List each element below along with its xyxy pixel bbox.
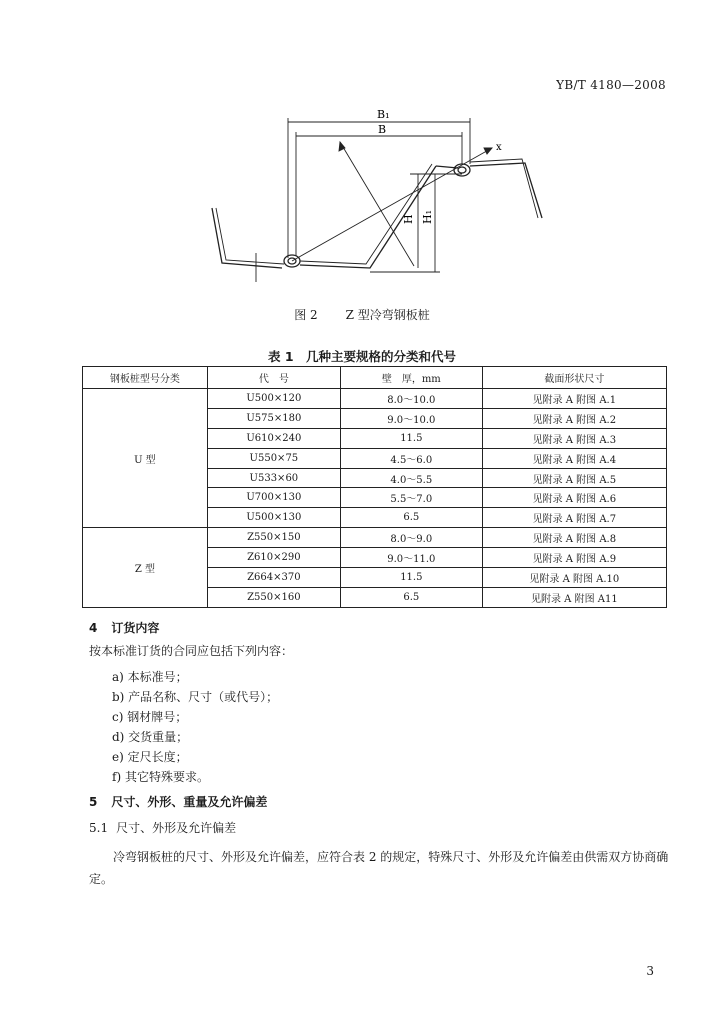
code-cell: U500×120: [207, 389, 340, 409]
table-header-row: [83, 367, 667, 389]
section-5-title: 尺寸、外形、重量及允许偏差: [111, 795, 268, 809]
section-cell: 见附录 A 附图 A.7: [482, 508, 666, 528]
section-cell: 见附录 A 附图 A.1: [482, 389, 666, 409]
table-row: [83, 389, 667, 409]
col-header-thickness: 壁 厚，mm: [340, 367, 482, 389]
figure-caption: [0, 306, 724, 323]
thickness-cell: 5.5～7.0: [340, 488, 482, 508]
label-h: H: [402, 214, 415, 224]
pile-right-flange: [470, 163, 542, 218]
page-number: 3: [646, 964, 654, 978]
code-cell: U533×60: [207, 468, 340, 488]
section-cell: 见附录 A 附图 A.2: [482, 408, 666, 428]
code-cell: U575×180: [207, 408, 340, 428]
section-cell: 见附录 A 附图 A.8: [482, 528, 666, 548]
code-cell: U550×75: [207, 448, 340, 468]
table-title: 表 1 几种主要规格的分类和代号: [267, 349, 457, 364]
figure-caption-text: Z 型冷弯钢板桩: [345, 308, 430, 322]
code-cell: U610×240: [207, 428, 340, 448]
type-cell-u: U 型: [83, 389, 208, 528]
code-cell: U500×130: [207, 508, 340, 528]
spec-table: [82, 366, 667, 608]
label-b1: B₁: [377, 108, 390, 121]
standard-code: YB/T 4180—2008: [556, 78, 666, 92]
thickness-cell: 8.0～10.0: [340, 389, 482, 409]
thickness-cell: 9.0～11.0: [340, 548, 482, 568]
figure-caption-number: 图 2: [294, 308, 318, 322]
section-cell: 见附录 A 附图 A11: [482, 587, 666, 607]
code-cell: U700×130: [207, 488, 340, 508]
col-header-code: 代 号: [207, 367, 340, 389]
section-cell: 见附录 A 附图 A.10: [482, 568, 666, 588]
thickness-cell: 9.0～10.0: [340, 408, 482, 428]
label-h1: H₁: [421, 209, 434, 224]
type-cell-z: Z 型: [83, 528, 208, 608]
section-cell: 见附录 A 附图 A.3: [482, 428, 666, 448]
table-row: [83, 528, 667, 548]
code-cell: Z550×150: [207, 528, 340, 548]
col-header-type: 钢板桩型号分类: [83, 367, 208, 389]
thickness-cell: 6.5: [340, 587, 482, 607]
section-5-1-title: 尺寸、外形及允许偏差: [116, 821, 237, 835]
code-cell: Z610×290: [207, 548, 340, 568]
section-cell: 见附录 A 附图 A.6: [482, 488, 666, 508]
section-cell: 见附录 A 附图 A.4: [482, 448, 666, 468]
z-sheet-pile-figure: [200, 108, 560, 288]
order-item-c: c) 钢材牌号；: [112, 710, 188, 724]
thickness-cell: 4.5～6.0: [340, 448, 482, 468]
label-b: B: [378, 123, 387, 136]
label-x: x: [496, 142, 502, 153]
section-5-1-heading: [89, 819, 236, 836]
section-4-title: 订货内容: [111, 621, 160, 635]
order-item-f: f) 其它特殊要求。: [112, 770, 209, 784]
thickness-cell: 4.0～5.5: [340, 468, 482, 488]
section-5-heading: [89, 793, 267, 810]
section-4-intro: 按本标准订货的合同应包括下列内容：: [89, 644, 294, 658]
code-cell: Z550×160: [207, 587, 340, 607]
thickness-cell: 11.5: [340, 568, 482, 588]
section-cell: 见附录 A 附图 A.9: [482, 548, 666, 568]
col-header-section: 截面形状尺寸: [482, 367, 666, 389]
thickness-cell: 8.0～9.0: [340, 528, 482, 548]
thickness-cell: 6.5: [340, 508, 482, 528]
order-item-b: b) 产品名称、尺寸（或代号）；: [112, 690, 279, 704]
section-4-heading: [89, 619, 159, 636]
pile-left-flange: [212, 208, 282, 268]
code-cell: Z664×370: [207, 568, 340, 588]
section-5-1-paragraph: 冷弯钢板桩的尺寸、外形及允许偏差，应符合表 2 的规定，特殊尺寸、外形及允许偏差由供需双方协商确定。: [89, 850, 669, 886]
section-5-1-number: 5.1: [89, 821, 109, 835]
order-item-d: d) 交货重量；: [112, 730, 189, 744]
section-cell: 见附录 A 附图 A.5: [482, 468, 666, 488]
order-item-a: a) 本标准号；: [112, 670, 188, 684]
section-5-number: 5: [89, 795, 98, 809]
thickness-cell: 11.5: [340, 428, 482, 448]
order-item-e: e) 定尺长度；: [112, 750, 188, 764]
section-4-number: 4: [89, 621, 98, 635]
